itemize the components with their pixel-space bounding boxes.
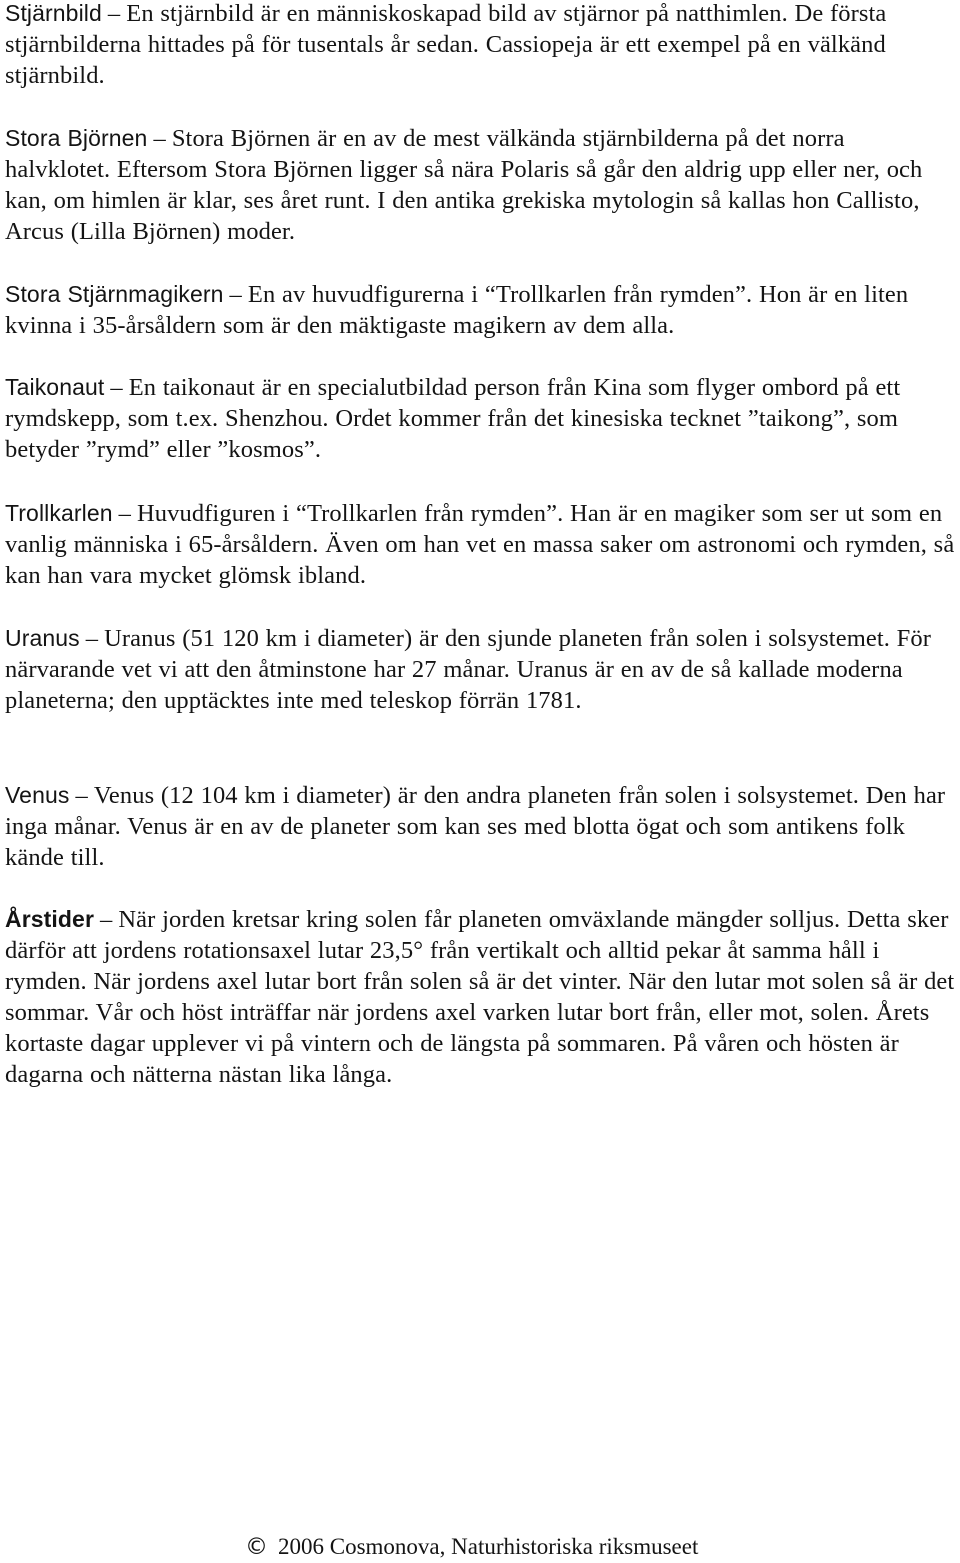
entry-dash: – <box>100 906 113 933</box>
entry-term: Venus <box>5 782 70 808</box>
glossary-entry-arstider <box>5 904 955 1090</box>
glossary-entry-stjarnbild <box>5 0 955 91</box>
entry-dash: – <box>110 374 123 401</box>
glossary-entry-taikonaut <box>5 372 955 465</box>
entry-term: Årstider <box>5 906 94 932</box>
copyright-footer <box>245 1531 698 1563</box>
entry-dash: – <box>75 782 88 809</box>
entry-term: Stora Björnen <box>5 125 148 151</box>
entry-text: Uranus (51 120 km i diameter) är den sjunde planeten från solen i solsystemet. För närvarande vet vi att den åtminstone har 27 månar. Uranus är en av de så kallade moderna planeterna; den upptäcktes inte med teleskop förrän 1781. <box>5 625 932 714</box>
glossary-entry-trollkarlen <box>5 498 955 591</box>
copyright-text: 2006 Cosmonova, Naturhistoriska riksmuseet <box>278 1534 699 1559</box>
entry-dash: – <box>85 625 99 652</box>
entry-dash: – <box>118 500 131 527</box>
entry-text: Huvudfiguren i “Trollkarlen från rymden”. Han är en magiker som ser ut som en vanlig människa i 65-årsåldern. Även om han vet en massa saker om astronomi och rymden, så kan han vara mycket glömsk ibland. <box>5 500 955 589</box>
entry-dash: – <box>229 281 242 308</box>
entry-text: En av huvudfigurerna i “Trollkarlen från rymden”. Hon är en liten kvinna i 35-årsåldern som är den mäktigaste magikern av dem alla. <box>5 281 909 339</box>
entry-text: En taikonaut är en specialutbildad person från Kina som flyger ombord på ett rymdskepp, som t.ex. Shenzhou. Ordet kommer från det kinesiska tecknet ”taikong”, som betyder ”rymd” eller ”kosmos”. <box>5 374 901 463</box>
entry-text: När jorden kretsar kring solen får planeten omväxlande mängder solljus. Detta sker därför att jordens rotationsaxel lutar 23,5° från vertikalt och alltid pekar åt samma håll i rymden. När jordens axel lutar bort från solen så är det vinter. När den lutar mot solen så är det sommar. Vår och höst inträffar när jordens axel varken lutar bort från, eller mot, solen. Årets kortaste dagar upplever vi på vintern och de längsta på sommaren. På våren och hösten är dagarna och nätterna nästan lika långa. <box>5 906 955 1088</box>
copyright-icon: © <box>245 1534 268 1560</box>
glossary-entry-stora-stjarnmagikern <box>5 279 955 341</box>
entry-term: Trollkarlen <box>5 500 113 526</box>
entry-term: Stora Stjärnmagikern <box>5 281 224 307</box>
entry-dash: – <box>153 125 166 152</box>
entry-text: Stora Björnen är en av de mest välkända stjärnbilderna på det norra halvklotet. Eftersom Stora Björnen ligger så nära Polaris så går den aldrig upp eller ner, och kan, om himlen är klar, ses året runt. I den antika grekiska mytologin så kallas hon Callisto, Arcus (Lilla Björnen) moder. <box>5 125 923 245</box>
glossary-entry-uranus <box>5 623 955 716</box>
glossary-entry-venus <box>5 780 955 873</box>
glossary-entry-stora-bjornen <box>5 123 955 247</box>
entry-text: En stjärnbild är en människoskapad bild av stjärnor på natthimlen. De första stjärnbilderna hittades på för tusentals år sedan. Cassiopeja är ett exempel på en välkänd stjärnbild. <box>5 0 887 89</box>
entry-term: Uranus <box>5 625 80 651</box>
entry-dash: – <box>107 0 121 27</box>
entry-term: Taikonaut <box>5 374 105 400</box>
entry-term: Stjärnbild <box>5 0 102 26</box>
entry-text: Venus (12 104 km i diameter) är den andra planeten från solen i solsystemet. Den har inga månar. Venus är en av de planeter som kan ses med blotta ögat och som antikens folk kände till. <box>5 782 946 871</box>
